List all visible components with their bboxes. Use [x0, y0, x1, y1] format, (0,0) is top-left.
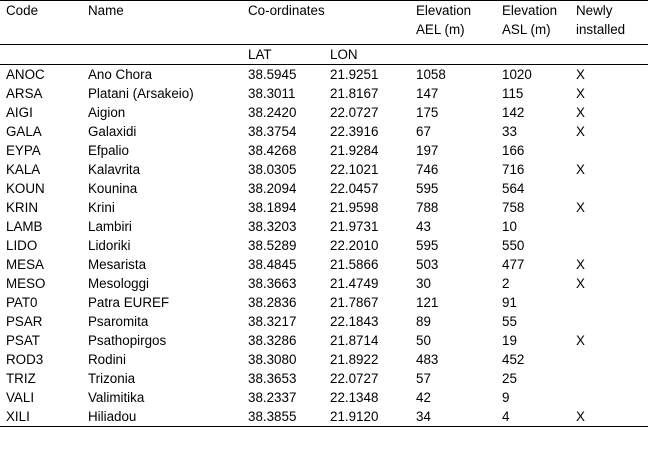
table-row [0, 350, 648, 369]
header-coordinates: Co-ordinates [242, 1, 410, 45]
table-row [0, 84, 648, 103]
table-row [0, 312, 648, 331]
cell-lon: 21.8922 [330, 352, 379, 367]
header-lat: LAT [242, 45, 324, 65]
cell-asl: 4 [496, 407, 570, 427]
cell-asl: 1020 [502, 67, 532, 82]
cell-asl: 115 [502, 86, 524, 101]
cell-lon: 21.9251 [330, 67, 379, 82]
cell-code: MESA [6, 257, 44, 272]
header-code: Code [0, 1, 82, 45]
cell-ael: 197 [416, 143, 439, 158]
table-row [0, 293, 648, 312]
cell-code: PAT0 [6, 295, 38, 310]
cell-newly [570, 312, 648, 331]
cell-code: MESO [6, 276, 46, 291]
cell-newly: X [576, 86, 585, 101]
cell-lon: 21.5866 [330, 257, 379, 272]
header-elevation-ael-line2: AEL (m) [416, 22, 465, 37]
cell-newly: X [576, 333, 585, 348]
cell-code: KALA [6, 162, 41, 177]
cell-code: XILI [0, 407, 82, 427]
cell-lon: 22.0727 [330, 105, 379, 120]
cell-newly [570, 293, 648, 312]
cell-code: PSAT [6, 333, 40, 348]
cell-name: Trizonia [88, 371, 136, 386]
cell-lat: 38.3203 [248, 219, 297, 234]
table-row [0, 141, 648, 160]
cell-asl: 452 [502, 352, 525, 367]
cell-newly [570, 141, 648, 160]
cell-ael: 595 [416, 238, 439, 253]
cell-lat: 38.3286 [248, 333, 297, 348]
header-newly-installed [570, 1, 648, 45]
cell-newly: X [576, 162, 585, 177]
cell-lat: 38.3011 [248, 86, 296, 101]
table-row [0, 160, 648, 179]
cell-ael: 89 [416, 314, 431, 329]
cell-name: Hiliadou [82, 407, 242, 427]
cell-lon: 21.9120 [324, 407, 410, 427]
cell-asl: 477 [502, 257, 525, 272]
header-newly-line2: installed [576, 22, 626, 37]
header-row [0, 1, 648, 45]
table-row [0, 236, 648, 255]
header-elevation-ael-line1: Elevation [416, 3, 472, 18]
cell-code: TRIZ [6, 371, 36, 386]
cell-lat: 38.2420 [248, 105, 297, 120]
cell-ael: 42 [416, 390, 431, 405]
cell-ael: 43 [416, 219, 431, 234]
header-elevation-ael [410, 1, 496, 45]
cell-ael: 57 [416, 371, 431, 386]
cell-lon: 22.1021 [330, 162, 379, 177]
cell-asl: 55 [502, 314, 517, 329]
cell-asl: 2 [502, 276, 510, 291]
cell-asl: 91 [502, 295, 517, 310]
cell-asl: 142 [502, 105, 525, 120]
cell-ael: 1058 [416, 67, 446, 82]
cell-lon: 22.3916 [330, 124, 379, 139]
cell-newly: X [576, 124, 585, 139]
cell-ael: 503 [416, 257, 439, 272]
cell-lon: 21.9731 [330, 219, 379, 234]
cell-newly: X [576, 105, 585, 120]
cell-asl: 25 [502, 371, 517, 386]
cell-name: Galaxidi [88, 124, 137, 139]
cell-name: Psathopirgos [88, 333, 167, 348]
cell-lon: 21.9284 [330, 143, 379, 158]
cell-lat: 38.3855 [242, 407, 324, 427]
cell-name: Mesologgi [88, 276, 150, 291]
cell-ael: 175 [416, 105, 439, 120]
cell-lat: 38.3754 [248, 124, 297, 139]
table-row [0, 179, 648, 198]
table-row [0, 217, 648, 236]
cell-newly: X [570, 407, 648, 427]
cell-lon: 21.9598 [330, 200, 379, 215]
cell-code: ROD3 [6, 352, 44, 367]
cell-asl: 10 [502, 219, 517, 234]
cell-newly: X [576, 200, 585, 215]
cell-ael: 595 [416, 181, 439, 196]
cell-name: Krini [88, 200, 115, 215]
cell-name: Mesarista [88, 257, 147, 272]
cell-name: Aigion [88, 105, 126, 120]
cell-lat: 38.3653 [248, 371, 297, 386]
cell-lat: 38.5289 [248, 238, 297, 253]
cell-newly [570, 179, 648, 198]
cell-newly [570, 369, 648, 388]
cell-code: ARSA [6, 86, 43, 101]
cell-asl: 564 [502, 181, 525, 196]
table-row [0, 407, 648, 427]
cell-lon: 22.2010 [330, 238, 379, 253]
cell-newly: X [576, 67, 585, 82]
header-newly-line1: Newly [576, 3, 613, 18]
cell-lon: 21.7867 [330, 295, 379, 310]
cell-newly [570, 350, 648, 369]
cell-ael: 746 [416, 162, 439, 177]
cell-name: Valimitika [88, 390, 145, 405]
cell-name: Kounina [88, 181, 138, 196]
cell-lat: 38.1894 [248, 200, 297, 215]
cell-code: LIDO [6, 238, 38, 253]
header-elevation-asl-line1: Elevation [502, 3, 558, 18]
header-elevation-asl [496, 1, 570, 45]
table-row [0, 274, 648, 293]
cell-newly [570, 388, 648, 407]
cell-lat: 38.3663 [248, 276, 297, 291]
cell-lon: 22.1348 [330, 390, 379, 405]
cell-newly: X [576, 257, 585, 272]
cell-ael: 34 [410, 407, 496, 427]
cell-lon: 22.1843 [330, 314, 379, 329]
cell-lon: 21.8167 [330, 86, 379, 101]
cell-code: VALI [6, 390, 35, 405]
cell-lon: 22.0727 [330, 371, 379, 386]
subheader-empty [410, 45, 496, 65]
cell-code: EYPA [6, 143, 41, 158]
cell-newly: X [576, 276, 585, 291]
cell-asl: 19 [502, 333, 517, 348]
cell-code: ANOC [6, 67, 45, 82]
cell-asl: 716 [502, 162, 525, 177]
cell-ael: 121 [416, 295, 439, 310]
cell-ael: 30 [416, 276, 431, 291]
header-elevation-asl-line2: ASL (m) [502, 22, 551, 37]
cell-code: LAMB [6, 219, 43, 234]
cell-name: Lambiri [88, 219, 132, 234]
header-name: Name [82, 1, 242, 45]
cell-lat: 38.4268 [248, 143, 297, 158]
cell-ael: 147 [416, 86, 439, 101]
table-row [0, 255, 648, 274]
subheader-row [0, 45, 648, 65]
cell-lon: 22.0457 [330, 181, 379, 196]
cell-lat: 38.4845 [248, 257, 297, 272]
cell-name: Rodini [88, 352, 126, 367]
cell-lat: 38.0305 [248, 162, 297, 177]
cell-lat: 38.5945 [248, 67, 297, 82]
table-row [0, 65, 648, 85]
cell-name: Ano Chora [88, 67, 153, 82]
cell-ael: 50 [416, 333, 431, 348]
cell-name: Efpalio [88, 143, 129, 158]
cell-name: Lidoriki [88, 238, 131, 253]
cell-code: GALA [6, 124, 42, 139]
cell-asl: 758 [502, 200, 525, 215]
table-row [0, 331, 648, 350]
cell-lon: 21.4749 [330, 276, 379, 291]
cell-asl: 9 [502, 390, 510, 405]
cell-lat: 38.2836 [248, 295, 297, 310]
cell-lat: 38.3080 [248, 352, 297, 367]
subheader-empty [0, 45, 82, 65]
table-row [0, 103, 648, 122]
cell-lat: 38.3217 [248, 314, 297, 329]
cell-name: Platani (Arsakeio) [88, 86, 194, 101]
subheader-empty [82, 45, 242, 65]
cell-ael: 67 [416, 124, 431, 139]
table-row [0, 388, 648, 407]
cell-code: KRIN [6, 200, 38, 215]
cell-asl: 166 [502, 143, 525, 158]
cell-lon: 21.8714 [330, 333, 379, 348]
cell-name: Patra EUREF [88, 295, 170, 310]
table-row [0, 198, 648, 217]
cell-asl: 550 [502, 238, 525, 253]
header-lon: LON [324, 45, 410, 65]
cell-name: Psaromita [88, 314, 149, 329]
cell-lat: 38.2337 [248, 390, 297, 405]
cell-ael: 483 [416, 352, 439, 367]
cell-asl: 33 [502, 124, 517, 139]
cell-lat: 38.2094 [248, 181, 297, 196]
cell-ael: 788 [416, 200, 439, 215]
cell-newly [570, 236, 648, 255]
cell-newly [570, 217, 648, 236]
table-row [0, 369, 648, 388]
table-row [0, 122, 648, 141]
cell-name: Kalavrita [88, 162, 141, 177]
cell-code: KOUN [6, 181, 45, 196]
cell-code: PSAR [6, 314, 43, 329]
subheader-empty [570, 45, 648, 65]
cell-code: AIGI [6, 105, 33, 120]
subheader-empty [496, 45, 570, 65]
